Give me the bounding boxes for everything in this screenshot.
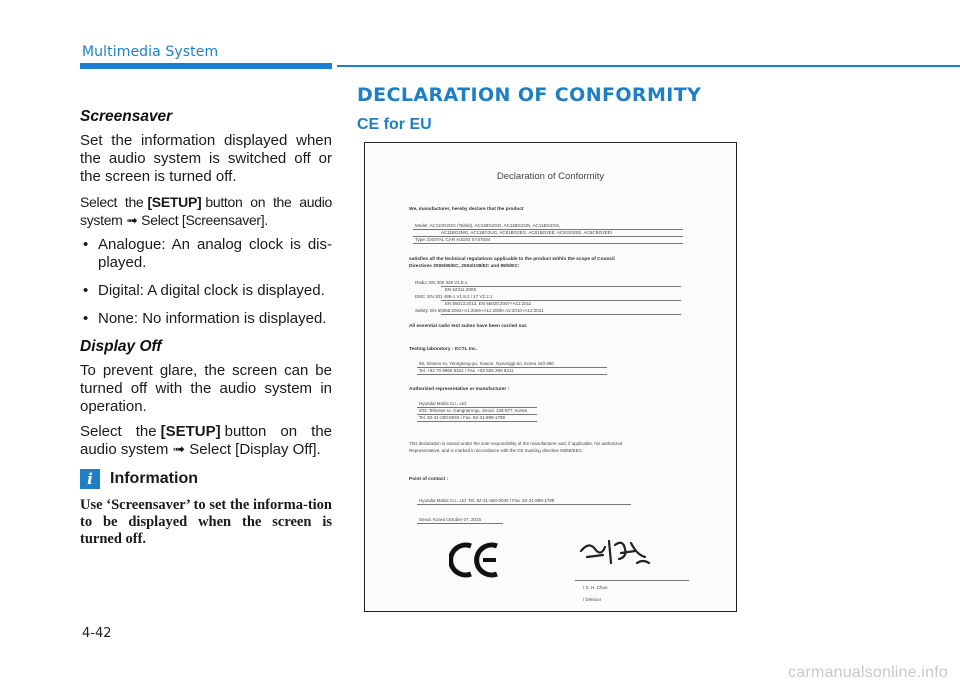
certificate-text: satisfies all the technical regulations applicable to the product within the scope of Council — [409, 257, 615, 262]
certificate-text: Safety: EN 60065:2002+A1:2006+A11:2008+A2:2010+A12:2011 — [415, 308, 544, 313]
header-rule-left — [80, 63, 332, 69]
certificate-text: Representative, and is marked in accordance with the CE marking directive 93/68/EEC. — [409, 448, 584, 453]
certificate-text: / S. H. Choe — [583, 585, 608, 590]
certificate-text: / Director — [583, 597, 602, 602]
arrow-icon: ➟ — [172, 441, 186, 458]
certificate-text: EN 62311:2008 — [445, 287, 476, 292]
certificate-underline — [413, 236, 683, 237]
select-mid: button on the audio system — [80, 423, 333, 458]
certificate-text: This declaration is issued under the sole responsibility of the manufacturer and, if applicable, his authorized — [409, 441, 623, 446]
arrow-icon: ➟ — [126, 212, 138, 228]
running-head: Multimedia System — [82, 44, 219, 60]
information-header — [80, 469, 332, 489]
certificate-underline — [417, 374, 607, 375]
certificate-text: Hyundai Mobis Co., Ltd. Tel. 82-31-260-0040 / Fax. 82-31-899-1789 — [419, 498, 555, 503]
info-icon: i — [80, 469, 100, 489]
certificate-text: EMC: EN 301 489-1 V1.9.2 / 17 V2.2.1 — [415, 294, 493, 299]
select-prefix: Select the — [80, 194, 144, 210]
certificate-text: Directives 2006/95/EC, 2004/108/EC and 99/5/EC: — [409, 264, 520, 269]
conformity-certificate — [364, 142, 737, 612]
certificate-text: 203, Teheran-ro, Gangnam-gu, Seoul, 135-977, Korea — [419, 408, 527, 413]
sub-title: CE for EU — [357, 116, 432, 133]
certificate-text: Testing laboratory : KCTL Inc. — [409, 347, 478, 352]
select-mid: button on the audio system — [80, 194, 333, 228]
list-item: • Digital: A digital clock is displayed. — [80, 282, 332, 300]
display-off-heading: Display Off — [80, 338, 162, 355]
display-off-paragraph: To prevent glare, the screen can be turned off with the audio system in operation. — [80, 362, 332, 415]
certificate-text: Authorized representative or manufacturer : — [409, 387, 510, 392]
setup-button-label: [SETUP] — [147, 194, 202, 210]
certificate-text: Tel. +82 70 8865 9324 / Fax. +82 505 299 8311 — [419, 368, 514, 373]
certificate-underline — [417, 504, 631, 505]
setup-button-label: [SETUP] — [160, 423, 221, 440]
certificate-text: EN 55013:2013, EN 55020:2007+A11:2011 — [445, 301, 532, 306]
certificate-underline — [413, 229, 683, 230]
certificate-text: Hyundai Mobis Co., Ltd. — [419, 401, 468, 406]
watermark: carmanualsonline.info — [788, 664, 948, 681]
certificate-underline — [441, 300, 681, 301]
certificate-text: Model: AC110G2GG (Tablet), AC11BG2GG, AC11BG2GN, AC11BG2GS, — [415, 223, 561, 228]
certificate-text: Radio: EN 300 328 V1.8.1 — [415, 280, 468, 285]
signature-icon — [575, 535, 655, 571]
certificate-text: Tel. 82-31-260-0040 / Fax. 82-31-899-1789 — [419, 415, 506, 420]
certificate-text: 65, Sinwon-ro, Yeongtong-gu, Suwon, Gyeonggi-do, Korea 443-390 — [419, 361, 554, 366]
certificate-underline — [413, 243, 683, 244]
screensaver-options-list — [80, 236, 332, 328]
certificate-text: AC11BG2MG, AC11BG2UG, AC81BG2EG, AC81BG2EE, AC81102EE, AC8CBG2EEI — [441, 230, 612, 235]
certificate-underline — [417, 523, 503, 524]
left-column — [80, 108, 332, 548]
certificate-underline — [417, 414, 537, 415]
certificate-underline — [417, 421, 537, 422]
screensaver-select-instruction — [80, 193, 332, 229]
select-prefix: Select the — [80, 423, 157, 440]
certificate-underline — [441, 314, 681, 315]
select-suffix: Select [Display Off]. — [189, 441, 321, 458]
certificate-underline — [417, 367, 607, 368]
section-title: DECLARATION OF CONFORMITY — [357, 84, 702, 106]
screensaver-heading: Screensaver — [80, 108, 173, 125]
page-number: 4-42 — [82, 626, 112, 641]
list-item: • None: No information is displayed. — [80, 310, 332, 328]
display-off-select-instruction — [80, 423, 332, 459]
header-rule-right — [337, 65, 960, 67]
signature-line — [575, 580, 689, 581]
certificate-text: We, manufacturer, hereby declare that the product — [409, 207, 524, 212]
certificate-text: Type: DIGITAL CAR AUDIO SYSTEM — [415, 237, 491, 242]
information-text: Use ‘Screensaver’ to set the informa-tion to be displayed when the screen is turned off. — [80, 497, 332, 547]
list-item: • Analogue: An analog clock is dis-played. — [80, 236, 332, 272]
screensaver-paragraph: Set the information displayed when the audio system is switched off or the screen is turned off. — [80, 132, 332, 185]
certificate-text: All essential radio test suites have been carried out. — [409, 324, 528, 329]
ce-mark-icon — [449, 541, 501, 579]
certificate-underline — [417, 407, 537, 408]
information-title: Information — [110, 470, 198, 487]
select-suffix: Select [Screensaver]. — [141, 212, 268, 228]
certificate-text: Point of contact : — [409, 477, 449, 482]
certificate-text: Seoul, Korea October 07, 2015 — [419, 517, 482, 522]
certificate-underline — [441, 286, 681, 287]
certificate-title: Declaration of Conformity — [496, 171, 605, 182]
